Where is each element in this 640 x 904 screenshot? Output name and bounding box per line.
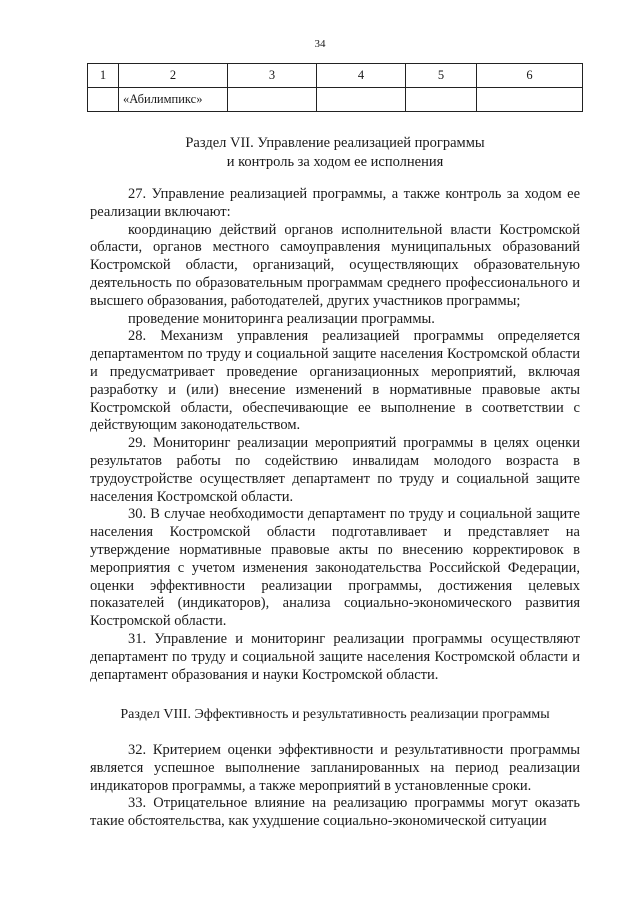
paragraph-29: 29. Мониторинг реализации мероприятий программы в целях оценки результатов работы по содействию инвалидам молодого возраста в трудоустройстве осуществляет департамент по труду и социальной защите населения Костромской области. <box>90 435 580 505</box>
section-7-title-line-1: Раздел VII. Управление реализацией программы <box>185 135 485 151</box>
paragraph-27: 27. Управление реализацией программы, а также контроль за ходом ее реализации включают: <box>90 186 580 220</box>
table-header-cell: 2 <box>119 64 228 88</box>
table-header-cell: 6 <box>477 64 583 88</box>
section-8-body <box>90 742 580 831</box>
table-cell <box>406 88 477 112</box>
table-cell <box>477 88 583 112</box>
continuation-table <box>87 63 583 112</box>
section-7-title <box>87 134 583 171</box>
table-cell <box>317 88 406 112</box>
paragraph-31: 31. Управление и мониторинг реализации программы осуществляют департамент по труду и социальной защите населения Костромской области и департамент образования и науки Костромской области. <box>90 630 580 683</box>
paragraph-27-item-1: координацию действий органов исполнительной власти Костромской области, органов местного самоуправления муниципальных образований Костромской области, организаций, осуществляющих образовательную деятельность по образовательным программам среднего профессионального и высшего образования, работодателей, других участников программы; <box>90 221 580 309</box>
table-header-cell: 5 <box>406 64 477 88</box>
paragraph-27-item-2: проведение мониторинга реализации программы. <box>128 310 435 327</box>
table-header-cell: 3 <box>228 64 317 88</box>
section-8-title: Раздел VIII. Эффективность и результативность реализации программы <box>120 707 550 722</box>
table-header-row <box>88 64 583 88</box>
paragraph-33: 33. Отрицательное влияние на реализацию программы могут оказать такие обстоятельства, как ухудшение социально-экономической ситуации <box>90 795 580 830</box>
paragraph-28: 28. Механизм управления реализацией программы определяется департаментом по труду и социальной защите населения Костромской области и предусматривает проведение организационных мероприятий, включая разработку и (или) внесение изменений в нормативные правовые акты Костромской области, обеспечивающие ее выполнение в соответствии с действующим законодательством. <box>90 328 580 434</box>
table-cell <box>88 88 119 112</box>
page-number: 34 <box>314 38 326 50</box>
table-header-cell: 1 <box>88 64 119 88</box>
section-7-title-line-2: и контроль за ходом ее исполнения <box>226 153 444 170</box>
paragraph-32: 32. Критерием оценки эффективности и результативности программы является успешное выполнение запланированных на период реализации индикаторов программы, а также мероприятий в установленные сроки. <box>90 742 580 794</box>
section-7-body <box>90 186 580 684</box>
paragraph-30: 30. В случае необходимости департамент по труду и социальной защите населения Костромской области подготавливает и представляет на утверждение нормативные правовые акты по внесению корректировок в мероприятия с учетом изменения законодательства Российской Федерации, оценки эффективности реализации программы, достижения целевых показателей (индикаторов), анализа социально-экономического развития Костромской области. <box>90 506 580 630</box>
table-cell: «Абилимпикс» <box>119 88 228 112</box>
table-row <box>88 88 583 112</box>
table-cell <box>228 88 317 112</box>
table-header-cell: 4 <box>317 64 406 88</box>
